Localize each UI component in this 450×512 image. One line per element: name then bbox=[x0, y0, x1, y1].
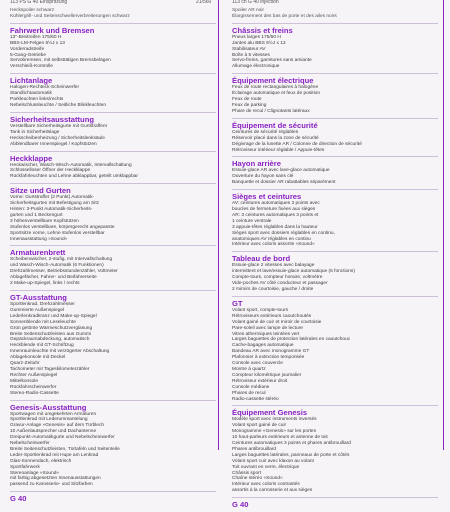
spec-line: Stereoanlage »Sound« bbox=[10, 470, 60, 476]
spec-section bbox=[232, 73, 438, 115]
spec-section bbox=[10, 491, 216, 503]
spec-line: Toit ouvrant en verre, électrique bbox=[232, 464, 300, 470]
spec-line: 2 miroirs de courtoisie, gauche / droite bbox=[232, 287, 314, 292]
spec-line: Plafonnier à extinction temporisée bbox=[232, 355, 305, 361]
section-heading: Sitze und Gurten bbox=[10, 183, 216, 195]
spec-line: Stufenlos verstellbare, körpergerecht angepasste bbox=[10, 224, 115, 230]
spec-line: 2 Make-up-Spiegel, links / rechts bbox=[10, 281, 80, 287]
spec-line: Verschleiß-Kontrolle bbox=[10, 64, 53, 70]
spec-line: Servobremsen, mit selbsttätigen Bremsbelägen bbox=[10, 58, 111, 64]
spec-line: Volant gainé de cuir et miroir de courtoisie bbox=[232, 319, 322, 325]
spec-line: Châssis sport bbox=[232, 470, 262, 476]
spec-line: Innenraumleuchte mit verzögerter Abschaltung bbox=[10, 349, 110, 355]
spec-line: Standlichtautomatik bbox=[10, 91, 52, 97]
spec-line: Compteur kilométrique journalier bbox=[232, 372, 302, 378]
spec-line: Dreipunkt-Automatikgurte und Nebelscheinwerfer bbox=[10, 435, 115, 441]
french-column bbox=[232, 8, 438, 512]
section-heading: Sicherheitsausstattung bbox=[10, 112, 216, 124]
spec-line: 13"-Breitreifen 175/60 H bbox=[10, 34, 62, 40]
spec-line: Vorne: Gurtstraffer (2 Punkt) Automatik- bbox=[10, 195, 95, 201]
spec-line: Phares antibrouillard bbox=[232, 446, 276, 452]
section-heading: Fahrwerk und Bremsen bbox=[10, 23, 216, 35]
spec-line: Cache-bagages automatique bbox=[232, 343, 294, 349]
spec-line: Heckwischer, Wasch-Wisch-Automatik, Intervallschaltung bbox=[10, 162, 132, 168]
spec-line: Parkleuchten links/rechts bbox=[10, 97, 64, 103]
section-heading: Équipement électrique bbox=[232, 73, 438, 85]
spec-line: Leder-Sportlenkrad mit Hupe am Lenkrad bbox=[10, 452, 99, 458]
section-heading: Hayon arrière bbox=[232, 156, 438, 168]
column-divider-center bbox=[218, 0, 219, 450]
spec-line: Nebelscheinwerfer bbox=[10, 441, 50, 447]
spec-line: Pneus larges 175/60 H bbox=[232, 34, 281, 40]
spec-line: Ablagefächer, Fahrer- und Beifahrerseite bbox=[10, 275, 97, 281]
spec-line: Mittelkonsole bbox=[10, 378, 38, 384]
spec-line: Quarz-Zeituhr bbox=[10, 361, 40, 367]
spec-line: Radio-cassette stéréo bbox=[232, 396, 279, 402]
intro-lines bbox=[232, 8, 438, 20]
spec-line: assortis à la carrosserie et aux sièges bbox=[232, 488, 313, 494]
spec-line: Gravur-Anlage »Genesis« auf dem Türblech bbox=[10, 423, 105, 429]
section-heading: GT-Ausstattung bbox=[10, 290, 216, 302]
section-heading: Lichtanlage bbox=[10, 73, 216, 85]
spec-line: Sièges sport avec dossiers réglables en continu, bbox=[232, 230, 335, 236]
spec-line: Console avec couvercle bbox=[232, 361, 283, 367]
spec-line: und Wasch-Wisch-Automatik (6 Funktionen) bbox=[10, 263, 104, 269]
spec-section bbox=[10, 23, 216, 70]
spec-line: Dégivrage de la lunette AR / Colonne de direction de sécurité bbox=[232, 141, 362, 147]
spec-line: AV: ceintures automatiques 3 points avec bbox=[232, 201, 320, 207]
spec-line: Chaîne stéréo «Sound» bbox=[232, 476, 283, 482]
spec-line: Volant sport gainé de cuir bbox=[232, 423, 287, 429]
spec-line: boucles de fermeture fixées aux sièges bbox=[232, 207, 316, 213]
spec-section bbox=[232, 497, 438, 509]
spec-line: Heckscheibenheizung / Sicherheitslenksäule bbox=[10, 135, 105, 141]
spec-line: Jantes alu BBS 5½J x 13 bbox=[232, 40, 286, 46]
spec-line: Réservoir placé dans la zone de sécurité bbox=[232, 135, 319, 141]
spec-line: 10 haut-parleurs extérieurs et antenne de toit bbox=[232, 435, 328, 441]
spec-line: Allumage électronique bbox=[232, 64, 280, 70]
spec-line: Ceintures de sécurité réglables bbox=[232, 129, 299, 135]
spec-line: Sportlenkrad mit Lederummantelung bbox=[10, 417, 88, 423]
intro-lines bbox=[10, 8, 216, 20]
spec-line: passend zu Karosserie- und Sitzfarben bbox=[10, 482, 93, 488]
spec-line: Halogen-Rechteck-Scheinwerfer bbox=[10, 85, 80, 91]
spec-line: Vitres athermiques teintées vert bbox=[232, 331, 300, 337]
section-heading: Châssis et freins bbox=[232, 23, 438, 35]
spec-line: Breite Seitenschutzleisten, Türtafeln und Seitenteile bbox=[10, 446, 120, 452]
section-heading: Équipement de sécurité bbox=[232, 118, 438, 130]
spec-line: Volant sport, compte-tours bbox=[232, 307, 288, 313]
spec-section bbox=[10, 73, 216, 109]
spec-line: Banquette et dossier AR rabattables séparément bbox=[232, 180, 336, 186]
spec-line: anatomiques AV réglables en continu bbox=[232, 236, 311, 242]
spec-line: Drehzahlmesser, Betriebsstundenzähler, Voltmeter bbox=[10, 269, 118, 275]
spec-line: Intérieur avec coloris assortis «Sound» bbox=[232, 242, 315, 248]
spec-line: gurten und 1 Beckengurt bbox=[10, 212, 63, 218]
spec-line: Élargissement des bas de porte et des ailes noirs bbox=[232, 13, 337, 19]
section-heading: G 40 bbox=[10, 491, 216, 503]
spec-line: Ablagekonsole mit Deckel bbox=[10, 355, 66, 361]
spec-line: Larges baguettes de protection latérales en caoutchouc bbox=[232, 337, 351, 343]
spec-line: Bandeau AR avec monogramme GT bbox=[232, 349, 310, 355]
spec-line: Volant sport cuir avec klaxon au volant bbox=[232, 458, 314, 464]
section-heading: Tableau de bord bbox=[232, 251, 438, 263]
spec-line: Rétroviseur extérieur droit bbox=[232, 378, 288, 384]
section-heading: Armaturenbrett bbox=[10, 245, 216, 257]
spec-section bbox=[232, 405, 438, 494]
spec-line: Compte-tours, compteur horaire, voltmètre bbox=[232, 275, 323, 281]
spec-line: Spoiler AR noir bbox=[232, 8, 264, 13]
spec-line: Ouverture du hayon sans clé bbox=[232, 174, 294, 180]
spec-line: Rückfahrscheinwerfer bbox=[10, 384, 57, 390]
spec-line: BBS-LM-Felgen 5½J x 13 bbox=[10, 40, 65, 46]
spec-line: Scheibenwischer, 2-stufig, mit Intervallschaltung bbox=[10, 257, 113, 263]
spec-line: Phares de recul bbox=[232, 390, 266, 396]
spec-line: Ceintures automatiques 3 points et phares antibrouillard bbox=[232, 441, 351, 447]
spec-line: Éclairage automatique et feux de position bbox=[232, 91, 320, 97]
spec-line: Innenausstattung »Sound« bbox=[10, 236, 68, 242]
spec-line: Abblendbarer Innenspiegel / Kopfstützen bbox=[10, 141, 97, 147]
spec-line: Rückfahrleuchten und Lehne abklappbar, geteilt umklappbar bbox=[10, 174, 139, 180]
spec-line: Verstellbare Sicherheitsgurte mit Gurtstraffern bbox=[10, 123, 108, 129]
spec-line: 3 höhenverstellbare Kopfstützen bbox=[10, 218, 79, 224]
header-center: 21/560 bbox=[196, 0, 212, 5]
spec-line: Sonnenblende mit Leseleuchte bbox=[10, 319, 76, 325]
spec-line: Modèle sport avec instruments inversés bbox=[232, 417, 317, 423]
spec-line: 3 appuie-têtes réglables dans la hauteur bbox=[232, 224, 318, 230]
german-column bbox=[10, 8, 216, 506]
section-heading: G 40 bbox=[232, 497, 438, 509]
spec-line: Tachometer mit Tageskilometerzähler bbox=[10, 366, 90, 372]
spec-section bbox=[10, 151, 216, 181]
spec-line: Nebelschlussleuchte / Seitliche Blinkleuchten bbox=[10, 102, 106, 108]
spec-section bbox=[10, 400, 216, 489]
spec-section bbox=[232, 251, 438, 293]
spec-line: Gepäckraumabdeckung, automatisch bbox=[10, 337, 90, 343]
spec-line: Sportfahrwerk bbox=[10, 464, 40, 470]
spec-line: Monogramme «Genesis» sur les portes bbox=[232, 429, 316, 435]
spec-section bbox=[232, 23, 438, 70]
spec-line: Sportwagen mit umgekehrten Armaturen bbox=[10, 411, 97, 417]
spec-line: Glas-Sonnendach, elektrisch bbox=[10, 458, 72, 464]
header-left: 113 PS G 40 Einspritzung bbox=[10, 0, 68, 5]
spec-line: Schlüsselloser Öffner der Heckklappe bbox=[10, 168, 91, 174]
spec-line: mit farbig abgesetzten Innenausstattungen bbox=[10, 476, 101, 482]
spec-line: Kühlergrill- und Seitenschwellerverbreiterungen schwarz bbox=[10, 13, 130, 19]
spec-line: Stabilisateur AV bbox=[232, 46, 266, 52]
spec-line: Servo-freins, garnitures sans amiante bbox=[232, 58, 312, 64]
spec-line: Grün getönte Wärmeschutzverglasung bbox=[10, 325, 93, 331]
spec-line: Feux de route bbox=[232, 97, 262, 103]
spec-section bbox=[10, 112, 216, 148]
spec-line: Rétroviseur intérieur réglable / Appuie-têtes bbox=[232, 147, 325, 153]
spec-line: Vorderradstreife bbox=[10, 46, 45, 52]
spec-section bbox=[10, 245, 216, 287]
spec-section bbox=[10, 290, 216, 397]
section-heading: Genesis-Ausstattung bbox=[10, 400, 216, 412]
spec-line: Essuie-glace 2 vitesses avec balayage bbox=[232, 263, 315, 269]
spec-line: Gummierte Außenspiegel bbox=[10, 307, 65, 313]
spec-line: Pare-soleil avec lampe de lecture bbox=[232, 325, 303, 331]
column-divider-right bbox=[443, 0, 444, 450]
spec-line: Intérieur avec coloris contrastés bbox=[232, 482, 300, 488]
spec-line: AR: 3 ceintures automatiques 3 points et bbox=[232, 212, 319, 218]
spec-section bbox=[232, 189, 438, 248]
section-heading: Équipement Genesis bbox=[232, 405, 438, 417]
spec-line: Montre à quartz bbox=[232, 366, 266, 372]
spec-line: Vide-poches AV côté conducteur et passager bbox=[232, 281, 328, 287]
header-right: 113 ch G 40 injection bbox=[232, 0, 279, 5]
spec-line: Breite Seitenschutzleisten aus Gummi bbox=[10, 331, 92, 337]
section-heading: GT bbox=[232, 296, 438, 308]
spec-section bbox=[232, 156, 438, 186]
spec-section bbox=[10, 183, 216, 242]
spec-line: 10 Außenlautsprecher und Dachantenne bbox=[10, 429, 97, 435]
spec-line: Boîte à 5 vitesses bbox=[232, 52, 270, 58]
spec-section bbox=[232, 296, 438, 403]
section-heading: Sièges et ceintures bbox=[232, 189, 438, 201]
spec-line: Phare de recul / Clignotants latéraux bbox=[232, 108, 310, 114]
spec-line: Sportlenkrad, Drehzahlmesser bbox=[10, 302, 75, 307]
spec-line: intermittent et lave/essuie-glace automatique (6 fonctions) bbox=[232, 269, 355, 275]
spec-line: Hinten: 3-Punkt Automatik-Sicherheits- bbox=[10, 207, 93, 213]
spec-line: Stereo-Radio-Cassette bbox=[10, 390, 59, 396]
spec-line: Essuie-glace AR avec lave-glace automatique bbox=[232, 168, 330, 174]
spec-line: Feux de parking bbox=[232, 102, 267, 108]
spec-line: 5-Gang-Getriebe bbox=[10, 52, 46, 58]
spec-line: 1 ceinture ventrale bbox=[232, 218, 272, 224]
spec-line: Tank in Sicherheitslage bbox=[10, 129, 60, 135]
spec-line: Rechter Außenspiegel bbox=[10, 372, 58, 378]
spec-line: Larges baguettes latérales, panneaux de porte et côtés bbox=[232, 452, 350, 458]
spec-line: Feux de route rectangulaires à halogène bbox=[232, 85, 319, 91]
spec-line: Sportsitze vorne, Lehne stufenlos verstellbar bbox=[10, 230, 105, 236]
spec-line: Sicherheitsgurten mit Befestigung am Sitz bbox=[10, 201, 100, 207]
spec-line: Rétroviseurs extérieurs caoutchoutés bbox=[232, 313, 312, 319]
section-heading: Heckklappe bbox=[10, 151, 216, 163]
spec-section bbox=[232, 118, 438, 154]
spec-line: Heckblende mit GT-Schriftzug bbox=[10, 343, 74, 349]
spec-line: Console médiane bbox=[232, 384, 270, 390]
spec-line: Lederlenkradkranz und Make-up-Spiegel bbox=[10, 313, 97, 319]
spec-line: Heckspoiler schwarz bbox=[10, 8, 54, 13]
